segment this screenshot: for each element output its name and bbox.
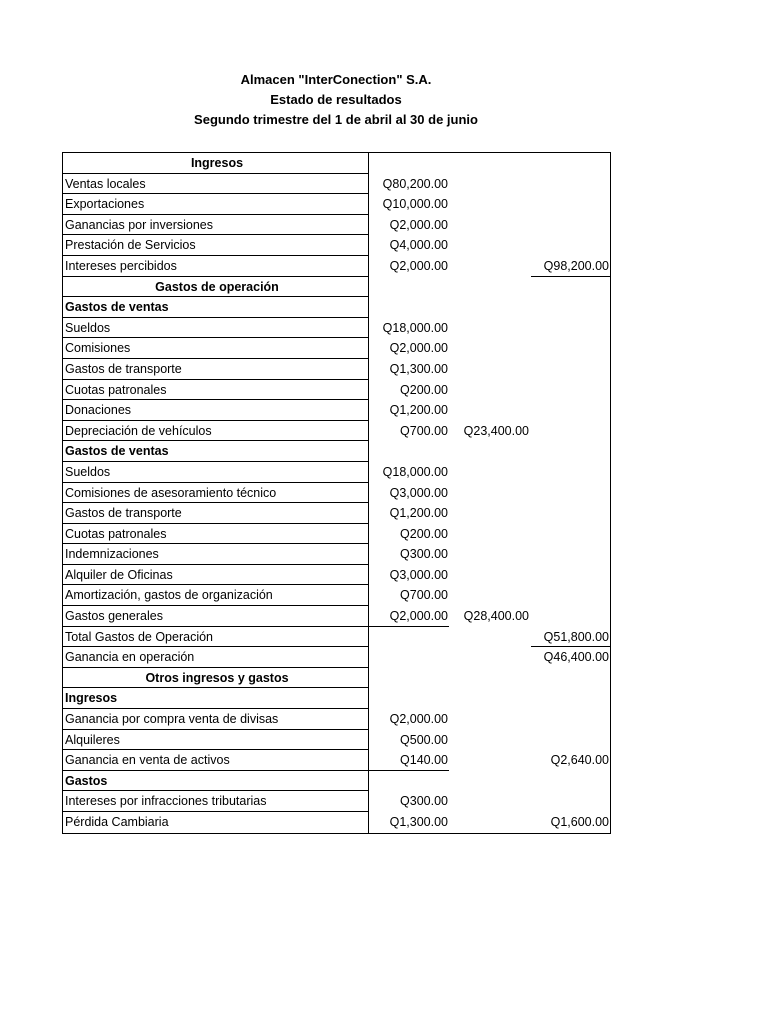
statement-row bbox=[63, 709, 610, 730]
subtotal-amount bbox=[449, 524, 531, 545]
row-label: Otros ingresos y gastos bbox=[63, 668, 369, 689]
detail-amount bbox=[369, 627, 449, 648]
detail-amount bbox=[369, 668, 449, 689]
subtotal-amount: Q23,400.00 bbox=[463, 423, 529, 438]
detail-amount: Q18,000.00 bbox=[382, 464, 448, 479]
statement-row bbox=[63, 565, 610, 586]
statement-row bbox=[63, 277, 610, 298]
detail-amount: Q80,200.00 bbox=[382, 176, 448, 191]
row-label: Gastos generales bbox=[63, 606, 369, 627]
statement-row bbox=[63, 503, 610, 524]
row-label: Depreciación de vehículos bbox=[63, 421, 369, 442]
total-amount: Q2,640.00 bbox=[550, 753, 609, 768]
total-amount: Q98,200.00 bbox=[531, 256, 610, 277]
statement-row bbox=[63, 627, 610, 648]
subtotal-amount bbox=[449, 235, 531, 256]
income-statement-table bbox=[62, 152, 611, 834]
total-amount bbox=[531, 483, 610, 504]
total-amount bbox=[531, 153, 610, 174]
row-label: Alquileres bbox=[63, 730, 369, 751]
total-amount bbox=[531, 235, 610, 256]
row-label: Indemnizaciones bbox=[63, 544, 369, 565]
total-amount bbox=[531, 338, 610, 359]
row-label: Prestación de Servicios bbox=[63, 235, 369, 256]
row-label: Comisiones bbox=[63, 338, 369, 359]
detail-amount: Q10,000.00 bbox=[382, 197, 448, 212]
subtotal-amount bbox=[449, 771, 531, 792]
row-label: Ventas locales bbox=[63, 174, 369, 195]
row-label: Cuotas patronales bbox=[63, 380, 369, 401]
detail-amount: Q200.00 bbox=[400, 526, 448, 541]
statement-row bbox=[63, 441, 610, 462]
subtotal-amount bbox=[449, 338, 531, 359]
detail-amount bbox=[369, 688, 449, 709]
subtotal-amount bbox=[449, 565, 531, 586]
statement-row bbox=[63, 544, 610, 565]
row-label: Ganancias por inversiones bbox=[63, 215, 369, 236]
statement-row bbox=[63, 791, 610, 812]
row-label: Gastos bbox=[63, 771, 369, 792]
report-period: Segundo trimestre del 1 de abril al 30 de junio bbox=[194, 112, 478, 127]
subtotal-amount bbox=[449, 194, 531, 215]
row-label: Sueldos bbox=[63, 318, 369, 339]
statement-row bbox=[63, 318, 610, 339]
row-label: Gastos de ventas bbox=[63, 297, 369, 318]
subtotal-amount bbox=[449, 462, 531, 483]
row-label: Ingresos bbox=[63, 153, 369, 174]
total-amount bbox=[531, 215, 610, 236]
subtotal-amount bbox=[449, 483, 531, 504]
row-label: Total Gastos de Operación bbox=[63, 627, 369, 648]
statement-row bbox=[63, 194, 610, 215]
total-amount bbox=[531, 730, 610, 751]
report-header bbox=[0, 70, 672, 130]
statement-row bbox=[63, 215, 610, 236]
total-amount bbox=[531, 585, 610, 606]
statement-row bbox=[63, 688, 610, 709]
row-label: Exportaciones bbox=[63, 194, 369, 215]
total-amount bbox=[531, 400, 610, 421]
detail-amount bbox=[369, 297, 449, 318]
row-label: Gastos de ventas bbox=[63, 441, 369, 462]
row-label: Sueldos bbox=[63, 462, 369, 483]
row-label: Gastos de operación bbox=[63, 277, 369, 298]
total-amount: Q51,800.00 bbox=[531, 627, 610, 648]
detail-amount: Q200.00 bbox=[400, 382, 448, 397]
statement-row bbox=[63, 359, 610, 380]
detail-amount: Q1,300.00 bbox=[389, 815, 448, 829]
total-amount: Q46,400.00 bbox=[543, 650, 609, 665]
subtotal-amount bbox=[449, 400, 531, 421]
detail-amount: Q3,000.00 bbox=[389, 485, 448, 500]
statement-row bbox=[63, 174, 610, 195]
statement-row bbox=[63, 668, 610, 689]
detail-amount: Q700.00 bbox=[400, 423, 448, 438]
total-amount bbox=[531, 174, 610, 195]
statement-row bbox=[63, 380, 610, 401]
statement-row bbox=[63, 421, 610, 442]
detail-amount: Q140.00 bbox=[369, 750, 449, 771]
total-amount bbox=[531, 462, 610, 483]
row-label: Comisiones de asesoramiento técnico bbox=[63, 483, 369, 504]
row-label: Intereses percibidos bbox=[63, 256, 369, 277]
total-amount bbox=[531, 544, 610, 565]
total-amount bbox=[531, 503, 610, 524]
subtotal-amount bbox=[449, 153, 531, 174]
total-amount bbox=[531, 380, 610, 401]
subtotal-amount bbox=[449, 256, 531, 277]
subtotal-amount bbox=[449, 174, 531, 195]
row-label: Gastos de transporte bbox=[63, 503, 369, 524]
detail-amount: Q18,000.00 bbox=[382, 320, 448, 335]
statement-row bbox=[63, 771, 610, 792]
company-name: Almacen "InterConection" S.A. bbox=[240, 72, 432, 87]
row-label: Ingresos bbox=[63, 688, 369, 709]
detail-amount: Q1,300.00 bbox=[389, 361, 448, 376]
statement-row bbox=[63, 297, 610, 318]
statement-row bbox=[63, 400, 610, 421]
subtotal-amount bbox=[449, 544, 531, 565]
statement-row bbox=[63, 483, 610, 504]
subtotal-amount bbox=[449, 585, 531, 606]
detail-amount: Q500.00 bbox=[400, 732, 448, 747]
detail-amount: Q1,200.00 bbox=[389, 506, 448, 521]
subtotal-amount bbox=[449, 503, 531, 524]
row-label: Pérdida Cambiaria bbox=[65, 815, 169, 829]
statement-row bbox=[63, 585, 610, 606]
total-amount bbox=[531, 709, 610, 730]
total-amount bbox=[531, 688, 610, 709]
total-amount bbox=[531, 194, 610, 215]
detail-amount: Q700.00 bbox=[400, 588, 448, 603]
subtotal-amount bbox=[449, 297, 531, 318]
row-label: Ganancia por compra venta de divisas bbox=[63, 709, 369, 730]
subtotal-amount bbox=[449, 277, 531, 298]
row-label: Intereses por infracciones tributarias bbox=[63, 791, 369, 812]
total-amount bbox=[531, 421, 610, 442]
total-amount bbox=[531, 668, 610, 689]
statement-row bbox=[63, 462, 610, 483]
subtotal-amount bbox=[449, 647, 531, 668]
detail-amount bbox=[369, 153, 449, 174]
detail-amount: Q300.00 bbox=[400, 794, 448, 809]
total-amount bbox=[531, 771, 610, 792]
detail-amount: Q2,000.00 bbox=[389, 712, 448, 727]
detail-amount bbox=[369, 277, 449, 298]
detail-amount: Q3,000.00 bbox=[389, 567, 448, 582]
subtotal-amount bbox=[449, 730, 531, 751]
total-amount: Q1,600.00 bbox=[550, 815, 609, 829]
detail-amount bbox=[369, 647, 449, 668]
total-amount bbox=[531, 565, 610, 586]
subtotal-amount bbox=[449, 359, 531, 380]
row-label: Ganancia en operación bbox=[63, 647, 369, 668]
subtotal-amount bbox=[449, 627, 531, 648]
subtotal-amount bbox=[449, 750, 531, 771]
detail-amount: Q300.00 bbox=[400, 547, 448, 562]
row-label: Amortización, gastos de organización bbox=[63, 585, 369, 606]
report-title: Estado de resultados bbox=[270, 92, 402, 107]
statement-row bbox=[63, 730, 610, 751]
total-amount bbox=[531, 606, 610, 627]
total-amount bbox=[531, 359, 610, 380]
subtotal-amount bbox=[449, 318, 531, 339]
detail-amount: Q2,000.00 bbox=[389, 258, 448, 273]
statement-row bbox=[63, 812, 610, 833]
detail-amount: Q4,000.00 bbox=[389, 238, 448, 253]
subtotal-amount bbox=[449, 812, 531, 833]
statement-row bbox=[63, 750, 610, 771]
statement-row bbox=[63, 256, 610, 277]
statement-row bbox=[63, 338, 610, 359]
row-label: Cuotas patronales bbox=[63, 524, 369, 545]
statement-row bbox=[63, 606, 610, 627]
total-amount bbox=[531, 277, 610, 298]
total-amount bbox=[531, 441, 610, 462]
subtotal-amount bbox=[449, 215, 531, 236]
statement-row bbox=[63, 647, 610, 668]
statement-row bbox=[63, 153, 610, 174]
row-label: Ganancia en venta de activos bbox=[63, 750, 369, 771]
subtotal-amount bbox=[449, 441, 531, 462]
statement-row bbox=[63, 524, 610, 545]
subtotal-amount bbox=[449, 668, 531, 689]
detail-amount bbox=[369, 441, 449, 462]
subtotal-amount bbox=[449, 709, 531, 730]
total-amount bbox=[531, 318, 610, 339]
detail-amount: Q2,000.00 bbox=[389, 341, 448, 356]
total-amount bbox=[531, 791, 610, 812]
row-label: Donaciones bbox=[63, 400, 369, 421]
row-label: Gastos de transporte bbox=[63, 359, 369, 380]
statement-row bbox=[63, 235, 610, 256]
detail-amount: Q2,000.00 bbox=[369, 606, 449, 627]
subtotal-amount bbox=[449, 380, 531, 401]
detail-amount bbox=[369, 771, 449, 792]
detail-amount: Q2,000.00 bbox=[389, 217, 448, 232]
total-amount bbox=[531, 524, 610, 545]
total-amount bbox=[531, 297, 610, 318]
subtotal-amount bbox=[449, 688, 531, 709]
subtotal-amount bbox=[449, 791, 531, 812]
detail-amount: Q1,200.00 bbox=[389, 403, 448, 418]
row-label: Alquiler de Oficinas bbox=[63, 565, 369, 586]
subtotal-amount: Q28,400.00 bbox=[463, 609, 529, 624]
